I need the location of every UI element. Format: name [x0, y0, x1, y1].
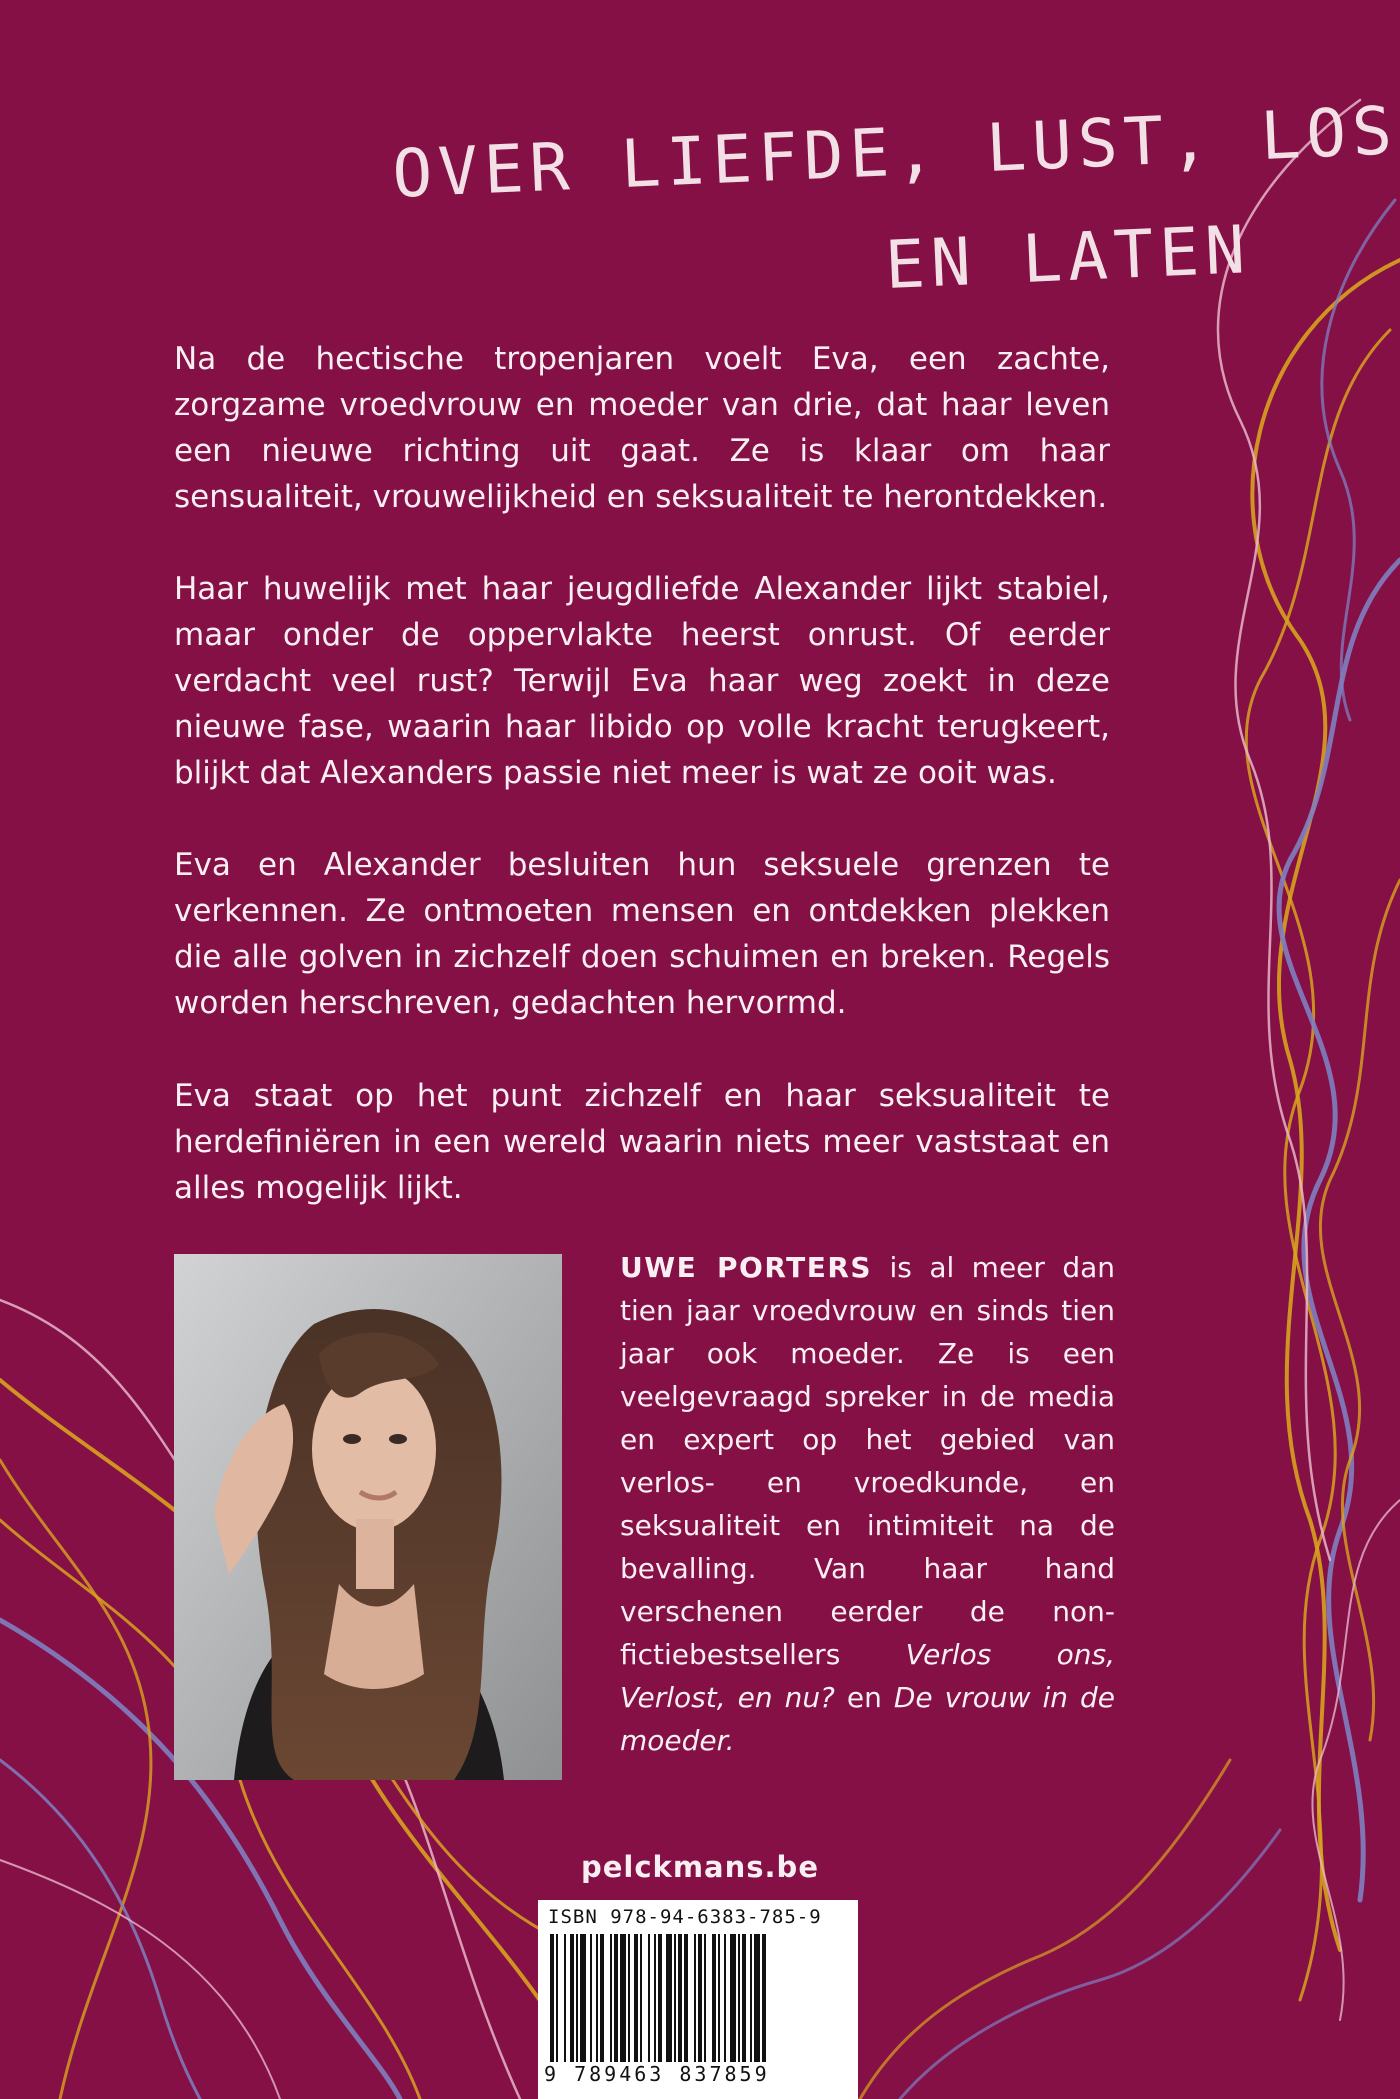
barcode-bar	[718, 1934, 720, 2062]
barcode-bar	[704, 1934, 706, 2062]
barcode-bar	[684, 1934, 688, 2062]
barcode-bar	[730, 1934, 736, 2062]
barcode-bar	[648, 1934, 650, 2062]
stroke-yellow	[860, 1760, 1230, 2099]
barcode-bar	[550, 1934, 554, 2062]
stroke-pink	[1312, 1500, 1400, 2020]
stroke-pink	[0, 1860, 280, 2099]
stroke-yellow	[1320, 880, 1400, 1740]
barcode-bar	[640, 1934, 642, 2062]
publisher-website: pelckmans.be	[581, 1850, 819, 1884]
barcode-digits: 9 789463 837859	[544, 2062, 770, 2086]
tagline-line-1: OVER LIEFDE, LUST, LOS	[390, 92, 1400, 213]
author-name: UWE PORTERS	[620, 1251, 873, 1284]
author-bio	[620, 1246, 1115, 1762]
stroke-blue	[900, 1830, 1280, 2099]
bio-book-title-2: De vrouw in de moeder.	[620, 1681, 1115, 1757]
blurb-paragraph-2: Haar huwelijk met haar jeugdliefde Alexander lijkt stabiel, maar onder de oppervlakte heerst onrust. Of eerder verdacht veel rust? Terwijl Eva haar weg zoekt in deze nieuwe fase, waarin haar libido op volle kracht terugkeert, blijkt dat Alexanders passie niet meer is wat ze ooit was.	[174, 571, 1110, 791]
blurb-paragraph-4: Eva staat op het punt zichzelf en haar seksualiteit te herdefiniëren in een wereld waarin niets meer vaststaat en alles mogelijk lijkt.	[174, 1078, 1110, 1206]
bio-book-title-1: Verlos ons, Verlost, en nu?	[620, 1638, 1116, 1714]
barcode-bar	[654, 1934, 656, 2062]
barcode-bar	[678, 1934, 682, 2062]
barcode-bar	[576, 1934, 578, 2062]
barcode-bar	[666, 1934, 672, 2062]
barcode-bar	[762, 1934, 766, 2062]
barcode-bar	[754, 1934, 760, 2062]
bio-text: is al meer dan tien jaar vroedvrouw en sinds tien jaar ook moeder. Ze is een veelgevraagd spreker in de media en expert op het gebied van verlos- en vroedkunde, en seksualiteit en intimiteit na de bevalling. Van haar hand verschenen eerder de non-fictiebestsellers	[620, 1251, 1116, 1671]
blurb-paragraph-1: Na de hectische tropenjaren voelt Eva, een zachte, zorgzame vroedvrouw en moeder van drie, dat haar leven een nieuwe richting uit gaat. Ze is klaar om haar sensualiteit, vrouwelijkheid en seksualiteit te herontdekken.	[174, 341, 1110, 515]
tagline-line-2: EN LATEN	[883, 211, 1253, 304]
isbn-label: ISBN 978-94-6383-785-9	[548, 1906, 822, 1928]
barcode-bar	[742, 1934, 746, 2062]
barcode-bar	[750, 1934, 752, 2062]
stroke-blue	[0, 1760, 200, 2099]
stroke-blue	[1322, 200, 1395, 720]
barcode-bar	[620, 1934, 626, 2062]
barcode-bar	[658, 1934, 662, 2062]
barcode-bar	[628, 1934, 630, 2062]
barcode-bar	[600, 1934, 604, 2062]
barcode-bar	[712, 1934, 716, 2062]
author-portrait	[174, 1254, 562, 1780]
barcode-bar	[634, 1934, 638, 2062]
barcode-bar	[570, 1934, 574, 2062]
barcode-bar	[590, 1934, 592, 2062]
barcode-panel	[538, 1900, 858, 2099]
barcode-bar	[580, 1934, 586, 2062]
bio-joiner: en	[834, 1681, 894, 1714]
barcode-bar	[610, 1934, 612, 2062]
blurb-paragraph-3: Eva en Alexander besluiten hun seksuele grenzen te verkennen. Ze ontmoeten mensen en ontdekken plekken die alle golven in zichzelf doen schuimen en breken. Regels worden herschreven, gedachten hervormd.	[174, 847, 1110, 1021]
barcode-bar	[724, 1934, 726, 2062]
barcode-bar	[596, 1934, 598, 2062]
barcode-bar	[556, 1934, 558, 2062]
barcode-bar	[698, 1934, 702, 2062]
barcode-bar	[614, 1934, 618, 2062]
barcode-bar	[674, 1934, 676, 2062]
barcode-bar	[738, 1934, 740, 2062]
stroke-yellow	[1252, 260, 1400, 1950]
barcode-bar	[694, 1934, 696, 2062]
barcode-icon	[550, 1934, 846, 2062]
barcode-bar	[564, 1934, 566, 2062]
